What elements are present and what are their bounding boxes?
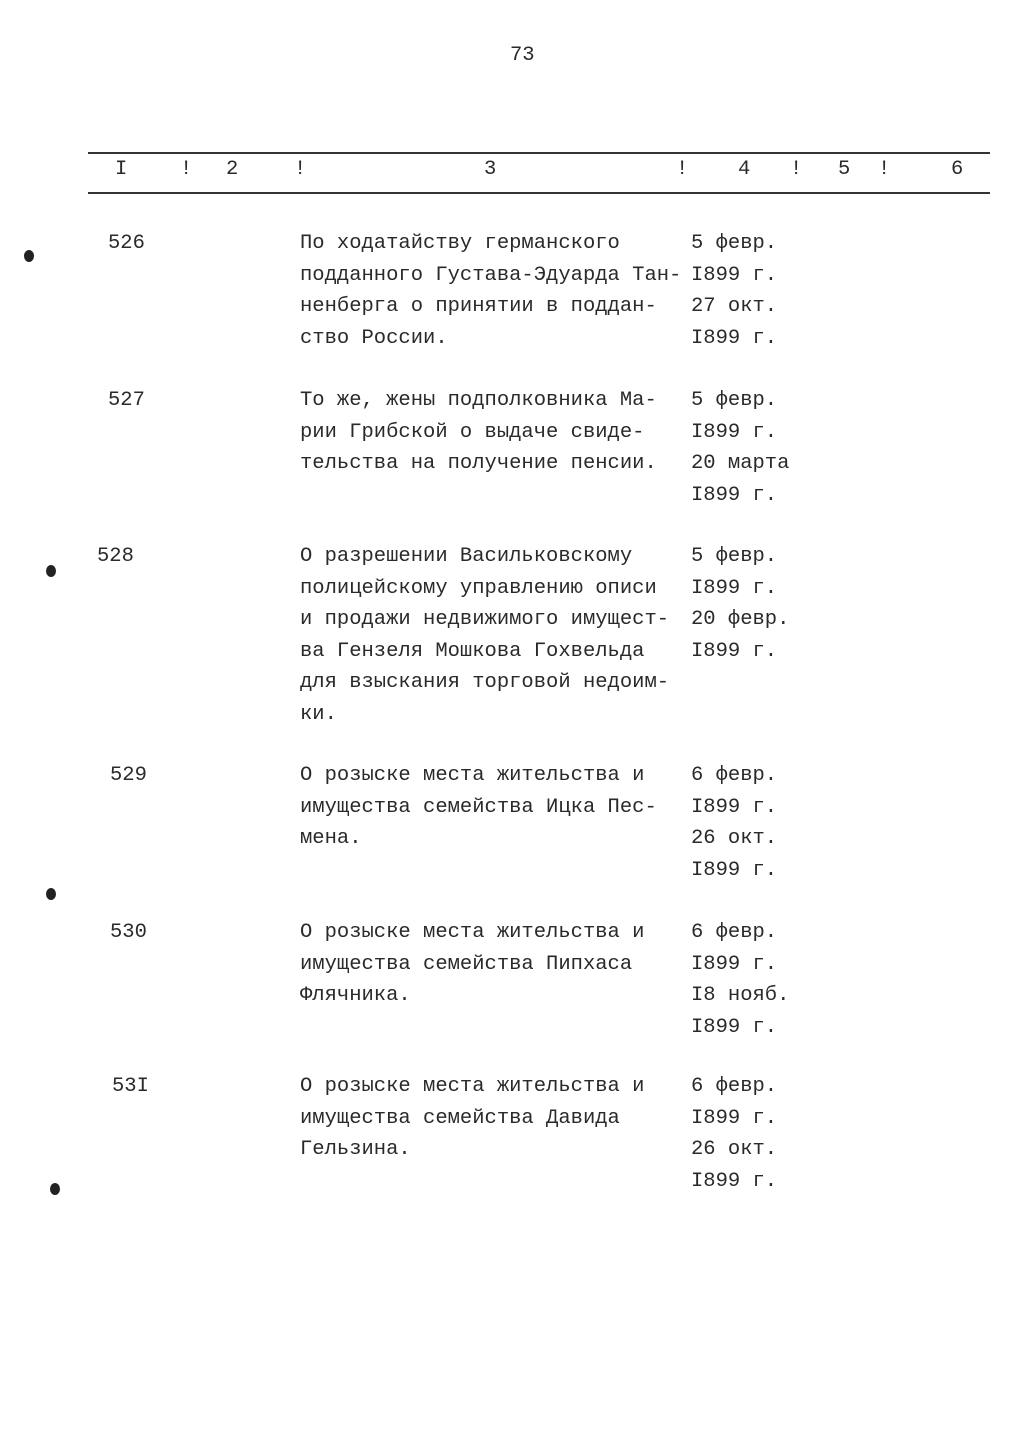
date-line: I899 г. (691, 952, 778, 976)
case-description (300, 385, 657, 480)
case-description (300, 541, 669, 730)
date-line: 20 марта (691, 452, 790, 475)
case-description (300, 228, 681, 354)
case-number: 530 (110, 921, 147, 944)
date-line: 20 февр. (691, 608, 790, 631)
date-line: 26 окт. (691, 827, 778, 850)
date-line: I899 г. (691, 420, 778, 444)
description-line: ва Гензеля Мошкова Гохвельда (300, 639, 645, 663)
case-number: 528 (97, 545, 134, 568)
column-separator: ! (180, 158, 193, 181)
description-line: подданного Густава-Эдуарда Тан- (300, 263, 682, 287)
description-line: имущества семейства Давида (300, 1106, 620, 1130)
date-line: I899 г. (691, 326, 778, 350)
case-dates (691, 917, 789, 1043)
punch-hole-mark (46, 888, 56, 900)
date-line: I899 г. (691, 795, 778, 819)
case-dates (691, 228, 777, 354)
description-line: рии Грибской о выдаче свиде- (300, 420, 645, 444)
case-dates (691, 760, 777, 886)
date-line: I899 г. (691, 1169, 778, 1193)
column-header: I (115, 158, 128, 181)
date-line: 26 окт. (691, 1138, 778, 1161)
date-line: 5 февр. (691, 389, 778, 412)
description-line: ки. (300, 702, 337, 726)
case-number: 53I (112, 1075, 149, 1098)
case-dates (691, 1071, 777, 1197)
description-line: мена. (300, 827, 362, 850)
column-header: 2 (226, 158, 239, 181)
punch-hole-mark (50, 1183, 60, 1195)
case-number: 527 (108, 389, 145, 412)
description-line: ство России. (300, 326, 448, 350)
case-dates (691, 541, 789, 667)
date-line: 6 февр. (691, 921, 778, 944)
table-top-rule (88, 152, 990, 154)
date-line: 6 февр. (691, 764, 778, 787)
column-separator: ! (676, 158, 689, 181)
description-line: По ходатайству германского (300, 232, 620, 255)
date-line: I899 г. (691, 1106, 778, 1130)
description-line: полицейскому управлению описи (300, 576, 657, 600)
case-description (300, 917, 644, 1012)
punch-hole-mark (24, 250, 34, 262)
date-line: I899 г. (691, 639, 778, 663)
date-line: I899 г. (691, 858, 778, 882)
case-description (300, 1071, 644, 1166)
description-line: ненберга о принятии в поддан- (300, 295, 657, 318)
case-dates (691, 385, 789, 511)
page-number: 73 (510, 44, 535, 67)
date-line: I899 г. (691, 483, 778, 507)
case-number: 526 (108, 232, 145, 255)
description-line: То же, жены подполковника Ма- (300, 389, 657, 412)
column-separator: ! (790, 158, 803, 181)
column-separator: ! (878, 158, 891, 181)
column-header: 6 (951, 158, 964, 181)
description-line: О разрешении Васильковскому (300, 545, 633, 568)
column-header: 5 (838, 158, 851, 181)
date-line: 5 февр. (691, 232, 778, 255)
description-line: Гельзина. (300, 1138, 411, 1161)
date-line: I899 г. (691, 1015, 778, 1039)
date-line: 6 февр. (691, 1075, 778, 1098)
description-line: О розыске места жительства и (300, 764, 645, 787)
description-line: тельства на получение пенсии. (300, 452, 657, 475)
case-description (300, 760, 657, 855)
date-line: I8 нояб. (691, 984, 790, 1007)
case-number: 529 (110, 764, 147, 787)
column-header: 3 (484, 158, 497, 181)
description-line: имущества семейства Ицка Пес- (300, 795, 657, 819)
description-line: О розыске места жительства и (300, 921, 645, 944)
date-line: I899 г. (691, 263, 778, 287)
date-line: 27 окт. (691, 295, 778, 318)
table-header-rule (88, 192, 990, 194)
description-line: для взыскания торговой недоим- (300, 671, 670, 694)
description-line: Флячника. (300, 984, 411, 1007)
punch-hole-mark (46, 565, 56, 577)
column-header: 4 (738, 158, 751, 181)
date-line: 5 февр. (691, 545, 778, 568)
date-line: I899 г. (691, 576, 778, 600)
description-line: и продажи недвижимого имущест- (300, 608, 670, 631)
column-separator: ! (294, 158, 307, 181)
description-line: О розыске места жительства и (300, 1075, 645, 1098)
description-line: имущества семейства Пипхаса (300, 952, 633, 976)
